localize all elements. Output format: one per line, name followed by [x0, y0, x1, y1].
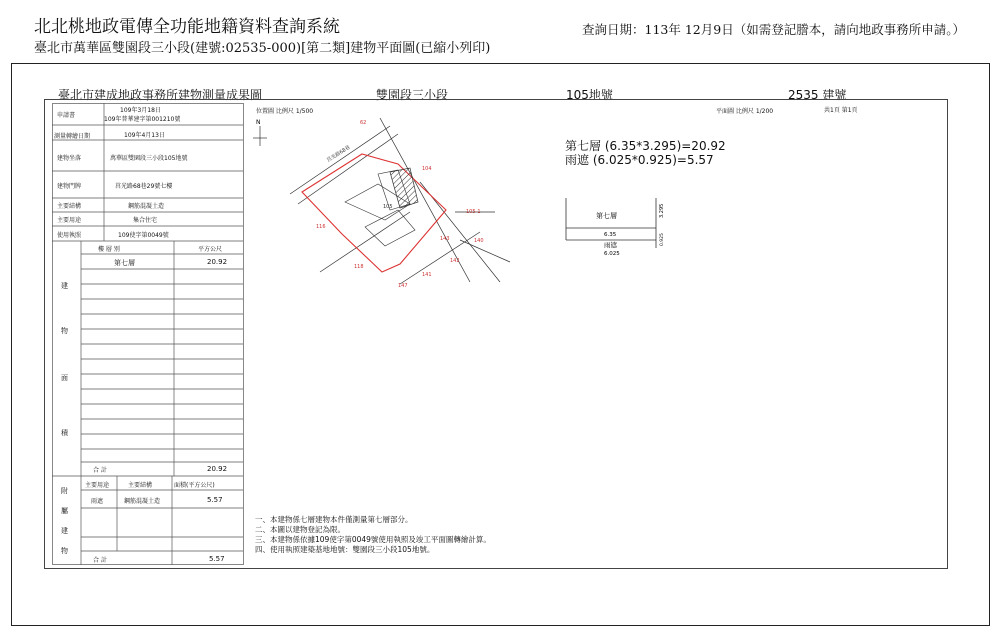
- lot-label-105: 105: [383, 204, 393, 210]
- lot-label-142: 142: [450, 258, 460, 264]
- note-1: 一、本建物係七層建物本件僅測量第七層部分。: [255, 515, 413, 524]
- label-address: 建物門牌: [57, 183, 82, 190]
- lot-label-62: 62: [360, 120, 367, 126]
- annex-side-shu: 屬: [61, 507, 68, 515]
- label-usage: 主要用途: [57, 217, 82, 224]
- label-survey-date: 測量轉繪日期: [54, 133, 91, 140]
- value-location: 萬華區雙園段三小段105地號: [110, 155, 188, 162]
- note-3: 三、本建物係依據109使字第0049號使用執照及竣工平面圖轉繪計算。: [255, 535, 491, 544]
- plan-dim-width: 6.35: [604, 232, 617, 238]
- side-label-mian: 面: [61, 374, 68, 382]
- annex-col-struct: 主要結構: [128, 482, 153, 489]
- office-title: 臺北市建成地政事務所建物測量成果圖: [58, 88, 263, 102]
- col-floor-header: 樓 層 別: [98, 246, 120, 253]
- page-title: 北北桃地政電傳全功能地籍資料查詢系統: [34, 17, 340, 37]
- plan-canopy-depth: 0.925: [660, 233, 665, 246]
- side-label-jian: 建: [61, 282, 68, 290]
- lot-label-141: 141: [422, 272, 432, 278]
- plan-canopy-label: 雨遮: [604, 241, 617, 249]
- lot-label-116: 116: [316, 224, 326, 230]
- floor-row-label: 第七層: [114, 259, 135, 267]
- lot-label-143: 143: [440, 236, 450, 242]
- annex-col-area: 面積(平方公尺): [174, 482, 215, 489]
- location-scale: 位置圖 比例尺 1/500: [256, 108, 314, 115]
- value-permit: 109使字第0049號: [118, 232, 169, 239]
- road-line-1: [290, 126, 390, 194]
- road-label: 莒光路68巷: [325, 144, 352, 164]
- value-application-date: 109年3月18日: [120, 107, 161, 114]
- value-application-no: 109年普華建字第001210號: [104, 116, 181, 123]
- north-label: N: [256, 119, 261, 126]
- plan-dim-height: 3.295: [659, 203, 665, 218]
- page-info: 共1頁 第1頁: [824, 107, 858, 114]
- building-number: 2535 建號: [788, 88, 847, 102]
- value-usage: 集合住宅: [133, 217, 158, 224]
- note-2: 二、本圖以建物登記為限。: [255, 525, 345, 534]
- value-address: 莒光路68巷29號七樓: [115, 183, 173, 190]
- label-location: 建物坐落: [57, 155, 82, 162]
- target-unit-hatch: [390, 168, 418, 208]
- label-application: 申請書: [57, 112, 76, 119]
- value-survey-date: 109年4月13日: [124, 132, 165, 139]
- lot-label-118: 118: [354, 264, 364, 270]
- annex-side-fu: 附: [61, 487, 68, 495]
- plan-floor-label: 第七層: [596, 212, 617, 220]
- label-permit: 使用執照: [57, 232, 82, 239]
- side-label-wu: 物: [61, 327, 68, 335]
- note-4: 四、使用執照建築基地地號：雙園段三小段105地號。: [255, 545, 435, 554]
- calc-canopy: 雨遮 (6.025*0.925)=5.57: [565, 153, 714, 167]
- annex-total-label: 合 計: [93, 557, 107, 564]
- col-area-header: 平方公尺: [198, 246, 223, 253]
- plan-canopy-width: 6.025: [604, 251, 620, 257]
- lot-line-4: [460, 240, 510, 262]
- label-structure: 主要結構: [57, 203, 82, 210]
- annex-row-use: 雨遮: [91, 498, 104, 505]
- annex-row-area: 5.57: [207, 496, 223, 504]
- annex-side-wu: 物: [61, 547, 68, 555]
- value-structure: 鋼筋混凝土造: [128, 203, 165, 210]
- building-outline-2: [365, 210, 415, 246]
- area-total-label: 合 計: [93, 467, 107, 474]
- lot-label-140: 140: [474, 238, 484, 244]
- query-date: 查詢日期：113年 12月9日（如需登記謄本，請向地政事務所申請。）: [582, 22, 965, 37]
- land-number: 105地號: [566, 88, 613, 102]
- annex-col-use: 主要用途: [85, 482, 110, 489]
- lot-label-105-1: 105-1: [466, 209, 481, 215]
- floor-row-area: 20.92: [207, 258, 228, 266]
- floor-plan: [560, 196, 670, 258]
- lot-label-104: 104: [422, 166, 432, 172]
- calc-floor7: 第七層 (6.35*3.295)=20.92: [565, 139, 726, 153]
- lot-label-147: 147: [398, 283, 408, 289]
- section-name: 雙園段三小段: [376, 88, 449, 102]
- road-line-3: [320, 212, 410, 272]
- annex-total-value: 5.57: [209, 555, 225, 563]
- annex-row-struct: 鋼筋混凝土造: [124, 498, 161, 505]
- annex-side-jian: 建: [61, 527, 68, 535]
- side-label-ji: 積: [61, 429, 68, 437]
- area-total-value: 20.92: [207, 465, 228, 473]
- plan-scale: 平面圖 比例尺 1/200: [716, 108, 774, 115]
- building-subtitle: 臺北市萬華區雙園段三小段(建號:02535-000)[第二類]建物平面圖(已縮小列印): [34, 41, 491, 56]
- location-map: [250, 112, 520, 302]
